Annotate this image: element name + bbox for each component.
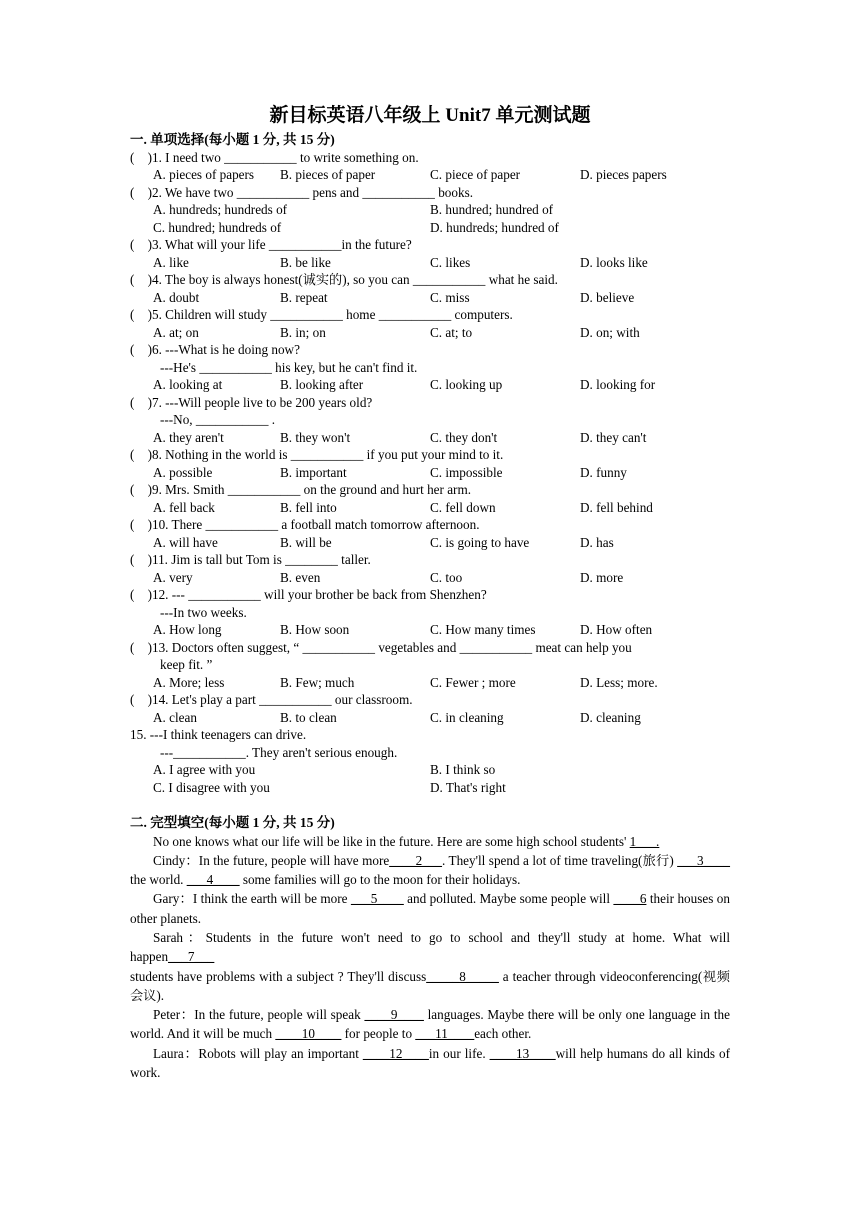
option-row	[130, 499, 730, 517]
answer-option: D. more	[580, 569, 624, 585]
answer-option: B. they won't	[280, 429, 351, 445]
answer-option: D. fell behind	[580, 499, 653, 515]
question-sub-line: keep fit. ”	[160, 657, 213, 672]
answer-option: D. pieces papers	[580, 167, 667, 182]
answer-option: C. likes	[430, 254, 471, 270]
cloze-paragraph-peter: Peter：In the future, people will speak ____9____ languages. Maybe there will be only one language in the world. And it will be much ____10____ for people to ___11____each other.	[130, 1007, 731, 1042]
answer-option: C. How many times	[430, 622, 536, 637]
blank-2: ____2___	[389, 852, 442, 868]
question-stem: ( )1. I need two ___________ to write something on.	[130, 149, 419, 165]
section1-heading: 一. 单项选择(每小题 1 分, 共 15 分)	[130, 132, 335, 147]
answer-option: C. they don't	[430, 429, 498, 445]
question-stem: ( )2. We have two ___________ pens and ___________ books.	[130, 184, 473, 200]
answer-option: C. looking up	[430, 377, 503, 392]
blank-7: ___7___	[168, 949, 215, 965]
question-stem: 15. ---I think teenagers can drive.	[130, 727, 307, 742]
answer-option: B. to clean	[280, 709, 337, 725]
answer-option: A. hundreds; hundreds of	[153, 202, 288, 217]
answer-option: B. fell into	[280, 499, 337, 515]
worksheet-page	[130, 104, 730, 1082]
answer-option: D. funny	[580, 464, 627, 480]
blank-8: _____8_____	[426, 968, 499, 984]
blank-13: ____13____	[489, 1045, 556, 1061]
answer-option: A. clean	[153, 709, 197, 725]
question-sub-line: ---In two weeks.	[160, 604, 247, 620]
answer-option: D. believe	[580, 289, 635, 305]
blank-1: 1___.	[629, 833, 660, 849]
option-row	[130, 534, 730, 552]
answer-option: C. impossible	[430, 464, 503, 480]
answer-option: C. miss	[430, 289, 470, 305]
answer-option: D. How often	[580, 622, 653, 637]
option-row	[130, 429, 730, 447]
answer-option: B. even	[280, 569, 321, 585]
answer-option: B. repeat	[280, 289, 328, 305]
question-stem: ( )3. What will your life ___________in the future?	[130, 237, 412, 252]
answer-option: D. Less; more.	[580, 674, 658, 690]
answer-option: A. How long	[153, 622, 222, 637]
answer-option: A. at; on	[153, 324, 199, 340]
section-spacer	[130, 796, 730, 814]
blank-3: ___3____	[677, 852, 730, 868]
answer-option: D. hundreds; hundred of	[430, 219, 559, 235]
multiple-choice-section	[130, 149, 730, 797]
answer-option: A. very	[153, 569, 193, 585]
option-row	[130, 761, 730, 779]
option-row	[130, 709, 730, 727]
question-stem: ( )11. Jim is tall but Tom is ________ taller.	[130, 552, 371, 567]
option-row	[130, 201, 730, 219]
answer-option: C. is going to have	[430, 534, 530, 550]
answer-option: B. will be	[280, 534, 332, 550]
answer-option: A. possible	[153, 464, 213, 480]
question-sub-line: ---No, ___________ .	[160, 412, 276, 427]
answer-option: D. on; with	[580, 324, 640, 340]
answer-option: D. That's right	[430, 779, 506, 795]
answer-option: B. Few; much	[280, 674, 355, 690]
blank-10: ____10____	[275, 1026, 342, 1042]
answer-option: A. like	[153, 254, 189, 270]
blank-12: ____12____	[362, 1045, 429, 1061]
answer-option: A. More; less	[153, 674, 225, 690]
answer-option: B. How soon	[280, 622, 350, 637]
answer-option: A. looking at	[153, 377, 223, 392]
cloze-paragraph-cindy: Cindy：In the future, people will have more____2___. They'll spend a lot of time traveling(旅行) ___3____ the world. ___4____ some families will go to the moon for their holidays.	[130, 852, 730, 888]
answer-option: B. looking after	[280, 377, 364, 392]
question-stem: ( )5. Children will study ___________ home ___________ computers.	[130, 307, 513, 322]
question-sub-line: ---___________. They aren't serious enough.	[160, 744, 398, 760]
cloze-section	[130, 832, 730, 1083]
answer-option: C. at; to	[430, 324, 473, 340]
answer-option: A. I agree with you	[153, 762, 256, 777]
answer-option: B. important	[280, 464, 347, 480]
blank-4: ___4____	[186, 872, 240, 888]
answer-option: A. will have	[153, 534, 218, 550]
blank-5: ___5____	[350, 891, 404, 907]
option-row	[130, 621, 730, 639]
answer-option: B. in; on	[280, 324, 326, 340]
question-stem: ( )6. ---What is he doing now?	[130, 342, 300, 357]
cloze-paragraph-sarah-cont: students have problems with a subject ? They'll discuss_____8_____ a teacher through videoconferencing(视频会议).	[130, 968, 730, 1003]
question-stem: ( )14. Let's play a part ___________ our classroom.	[130, 692, 413, 707]
cloze-paragraph-sarah: Sarah：Students in the future won't need to go to school and they'll study at home. What will happen___7___	[130, 929, 730, 965]
option-row	[130, 674, 730, 692]
question-stem: ( )10. There ___________ a football match tomorrow afternoon.	[130, 517, 480, 532]
question-sub-line: ---He's ___________ his key, but he can't find it.	[160, 359, 418, 375]
question-stem: ( )13. Doctors often suggest, “ ___________ vegetables and ___________ meat can help you	[130, 639, 632, 655]
question-stem: ( )8. Nothing in the world is ___________ if you put your mind to it.	[130, 447, 504, 462]
answer-option: B. I think so	[430, 762, 496, 777]
option-row	[130, 779, 730, 797]
page-title: 新目标英语八年级上 Unit7 单元测试题	[269, 105, 591, 126]
blank-9: ____9____	[364, 1007, 424, 1023]
answer-option: C. I disagree with you	[153, 779, 270, 795]
cloze-paragraph-laura: Laura：Robots will play an important ____12____in our life. ____13____will help humans do all kinds of work.	[130, 1045, 730, 1081]
answer-option: C. in cleaning	[430, 709, 504, 725]
answer-option: B. hundred; hundred of	[430, 202, 554, 217]
answer-option: A. doubt	[153, 289, 200, 305]
answer-option: C. hundred; hundreds of	[153, 219, 282, 235]
answer-option: A. pieces of papers	[153, 167, 255, 182]
option-row	[130, 464, 730, 482]
question-stem: ( )9. Mrs. Smith ___________ on the ground and hurt her arm.	[130, 482, 472, 497]
answer-option: A. fell back	[153, 499, 215, 515]
question-stem: ( )12. --- ___________ will your brother be back from Shenzhen?	[130, 587, 487, 602]
section2-heading: 二. 完型填空(每小题 1 分, 共 15 分)	[130, 815, 335, 830]
option-row	[130, 254, 730, 272]
answer-option: A. they aren't	[153, 429, 224, 445]
answer-option: D. has	[580, 534, 614, 550]
answer-option: C. fell down	[430, 499, 496, 515]
option-row	[130, 166, 730, 184]
option-row	[130, 376, 730, 394]
answer-option: C. piece of paper	[430, 167, 521, 182]
option-row	[130, 324, 730, 342]
blank-11: ___11____	[415, 1026, 475, 1042]
answer-option: D. looks like	[580, 254, 648, 270]
answer-option: C. Fewer ; more	[430, 674, 516, 690]
cloze-paragraph-intro: No one knows what our life will be like in the future. Here are some high school students' 1___.	[153, 833, 660, 849]
blank-6: ____6	[613, 891, 647, 907]
option-row	[130, 219, 730, 237]
answer-option: B. be like	[280, 254, 331, 270]
answer-option: D. looking for	[580, 377, 656, 392]
option-row	[130, 569, 730, 587]
option-row	[130, 289, 730, 307]
answer-option: D. cleaning	[580, 709, 641, 725]
answer-option: B. pieces of paper	[280, 167, 376, 182]
answer-option: C. too	[430, 569, 463, 585]
question-stem: ( )7. ---Will people live to be 200 years old?	[130, 394, 373, 410]
cloze-paragraph-gary: Gary：I think the earth will be more ___5____ and polluted. Maybe some people will ____6 their houses on other planets.	[130, 891, 730, 926]
question-stem: ( )4. The boy is always honest(诚实的), so you can ___________ what he said.	[130, 272, 558, 287]
answer-option: D. they can't	[580, 429, 647, 445]
